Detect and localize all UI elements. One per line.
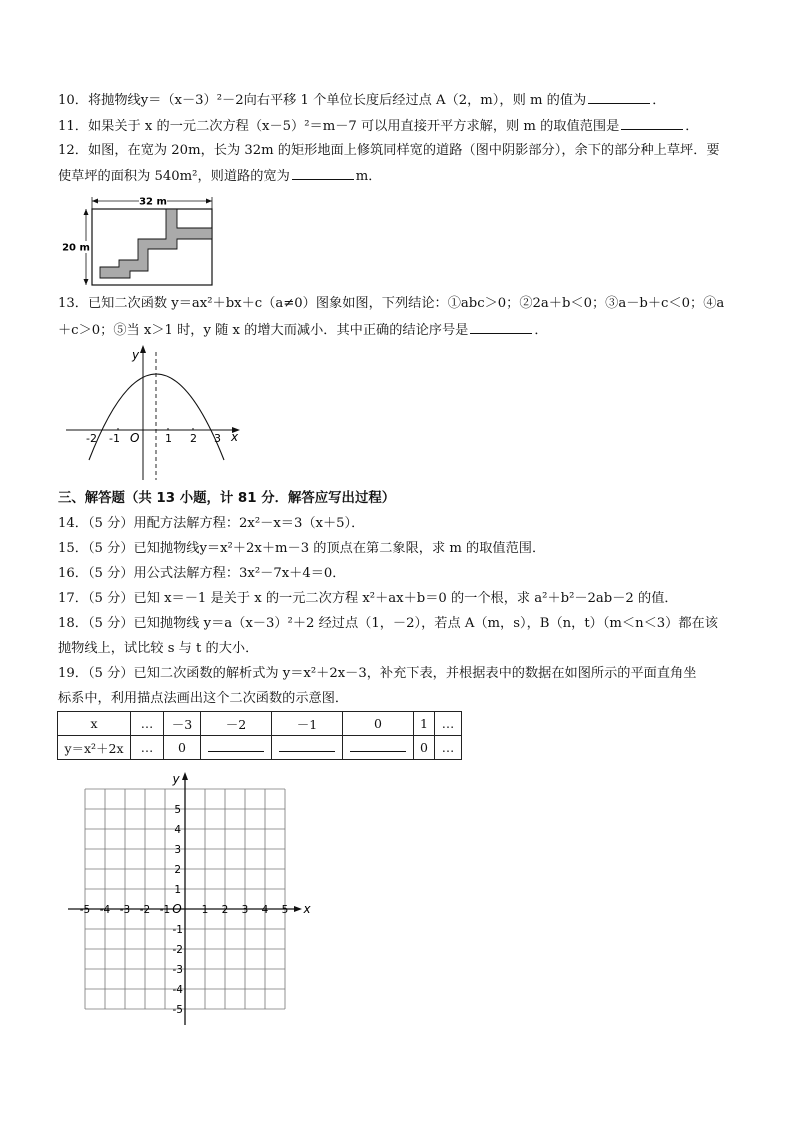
origin-label: O (172, 902, 182, 916)
table-cell: －3 (164, 712, 201, 736)
table-blank-cell[interactable] (201, 736, 272, 760)
table-cell: … (435, 712, 462, 736)
table-cell: … (435, 736, 462, 760)
tick-label: 3 (214, 432, 221, 445)
label-20m: 20 m (62, 242, 90, 254)
figure-13-parabola (62, 342, 247, 482)
y-tick-label: 3 (174, 844, 181, 856)
table-row (58, 736, 462, 760)
x-tick-label: 3 (241, 904, 249, 916)
y-tick-label: -2 (172, 944, 183, 956)
x-axis-arrow (294, 906, 302, 912)
x-tick-label: 4 (261, 904, 269, 916)
question-15: 15．（5 分）已知抛物线y＝x²＋2x＋m－3 的顶点在第二象限，求 m 的取值范围． (58, 541, 546, 556)
x-tick-label: 1 (201, 904, 209, 916)
axis-x-label: x (231, 430, 239, 444)
answer-blank-11[interactable] (621, 116, 683, 130)
y-tick-label: -5 (172, 1004, 183, 1016)
table-cell: … (131, 736, 164, 760)
question-12-line1: 12．如图，在宽为 20m，长为 32m 的矩形地面上修筑同样宽的道路（图中阴影部分），余下的部分种上草坪．要 (58, 143, 720, 158)
y-tick-label: 2 (174, 864, 181, 876)
question-12-line2: 使草坪的面积为 540m²，则道路的宽为 m． (58, 166, 381, 187)
question-10: 10．将抛物线y＝（x－3）²－2向右平移 1 个单位长度后经过点 A（2，m），则 m 的值为 ． (58, 90, 665, 111)
answer-blank-12[interactable] (292, 166, 354, 180)
y-tick-label: 1 (174, 884, 181, 896)
figure-12-road-rectangle (62, 195, 222, 290)
x-tick-label: 2 (221, 904, 229, 916)
question-19-line1: 19．（5 分）已知二次函数的解析式为 y＝x²＋2x－3，补充下表，并根据表中的数据在如图所示的平面直角坐 (58, 666, 697, 681)
x-tick-label: -5 (79, 904, 91, 916)
table-cell: y＝x²＋2x (58, 736, 131, 760)
origin-label: O (130, 431, 140, 445)
question-18-line1: 18．（5 分）已知抛物线 y＝a（x－3）²＋2 经过点（1，－2），若点 A（m，s），B（n，t）（m＜n＜3）都在该 (58, 616, 718, 631)
table-cell: －2 (201, 712, 272, 736)
table-cell: 0 (414, 736, 435, 760)
tick-label: 1 (165, 432, 172, 445)
parabola-curve (89, 374, 224, 460)
table-cell: 0 (343, 712, 414, 736)
x-tick-label: -2 (139, 904, 151, 916)
y-axis-label: y (172, 772, 180, 786)
x-axis-label: x (303, 902, 311, 916)
question-16: 16．（5 分）用公式法解方程：3x²－7x＋4＝0． (58, 566, 346, 581)
tick-label: -2 (86, 432, 97, 445)
question-17: 17．（5 分）已知 x＝－1 是关于 x 的一元二次方程 x²＋ax＋b＝0 的一个根，求 a²＋b²－2ab－2 的值． (58, 591, 678, 606)
table-blank-cell[interactable] (343, 736, 414, 760)
answer-blank-13[interactable] (470, 320, 532, 334)
table-cell: 1 (414, 712, 435, 736)
question-13-line1: 13．已知二次函数 y＝ax²＋bx＋c（a≠0）图象如图，下列结论：①abc＞0；②2a＋b＜0；③a－b＋c＜0；④a (58, 296, 725, 311)
question-18-line2: 抛物线上，试比较 s 与 t 的大小． (58, 641, 259, 656)
y-axis-arrow (182, 772, 188, 780)
label-32m: 32 m (139, 196, 167, 208)
x-tick-label: -3 (119, 904, 131, 916)
question-19-line2: 标系中，利用描点法画出这个二次函数的示意图． (58, 691, 349, 706)
question-11: 11．如果关于 x 的一元二次方程（x－5）²＝m－7 可以用直接开平方求解，则 m 的取值范围是 ． (58, 116, 698, 137)
x-tick-label: -1 (159, 904, 171, 916)
x-tick-label: -4 (99, 904, 111, 916)
question-14: 14．（5 分）用配方法解方程：2x²－x＝3（x＋5）． (58, 516, 365, 531)
table-blank-cell[interactable] (272, 736, 343, 760)
y-tick-label: -1 (172, 924, 183, 936)
x-tick-label: 5 (281, 904, 289, 916)
tick-label: 2 (190, 432, 197, 445)
section-3-heading: 三、解答题（共 13 小题，计 81 分．解答应写出过程） (58, 491, 396, 506)
y-tick-label: 4 (174, 824, 181, 836)
table-cell: x (58, 712, 131, 736)
table-cell: －1 (272, 712, 343, 736)
answer-blank-10[interactable] (588, 90, 650, 104)
y-tick-label: -3 (172, 964, 183, 976)
y-tick-label: -4 (172, 984, 183, 996)
value-table (57, 711, 462, 760)
table-row (58, 712, 462, 736)
y-tick-label: 5 (174, 804, 181, 816)
coordinate-grid[interactable] (68, 766, 318, 1028)
table-cell: … (131, 712, 164, 736)
table-cell: 0 (164, 736, 201, 760)
axis-y-label: y (132, 348, 140, 362)
tick-label: -1 (109, 432, 120, 445)
question-13-line2: ＋c＞0；⑤当 x＞1 时，y 随 x 的增大而减小．其中正确的结论序号是 ． (58, 320, 548, 341)
